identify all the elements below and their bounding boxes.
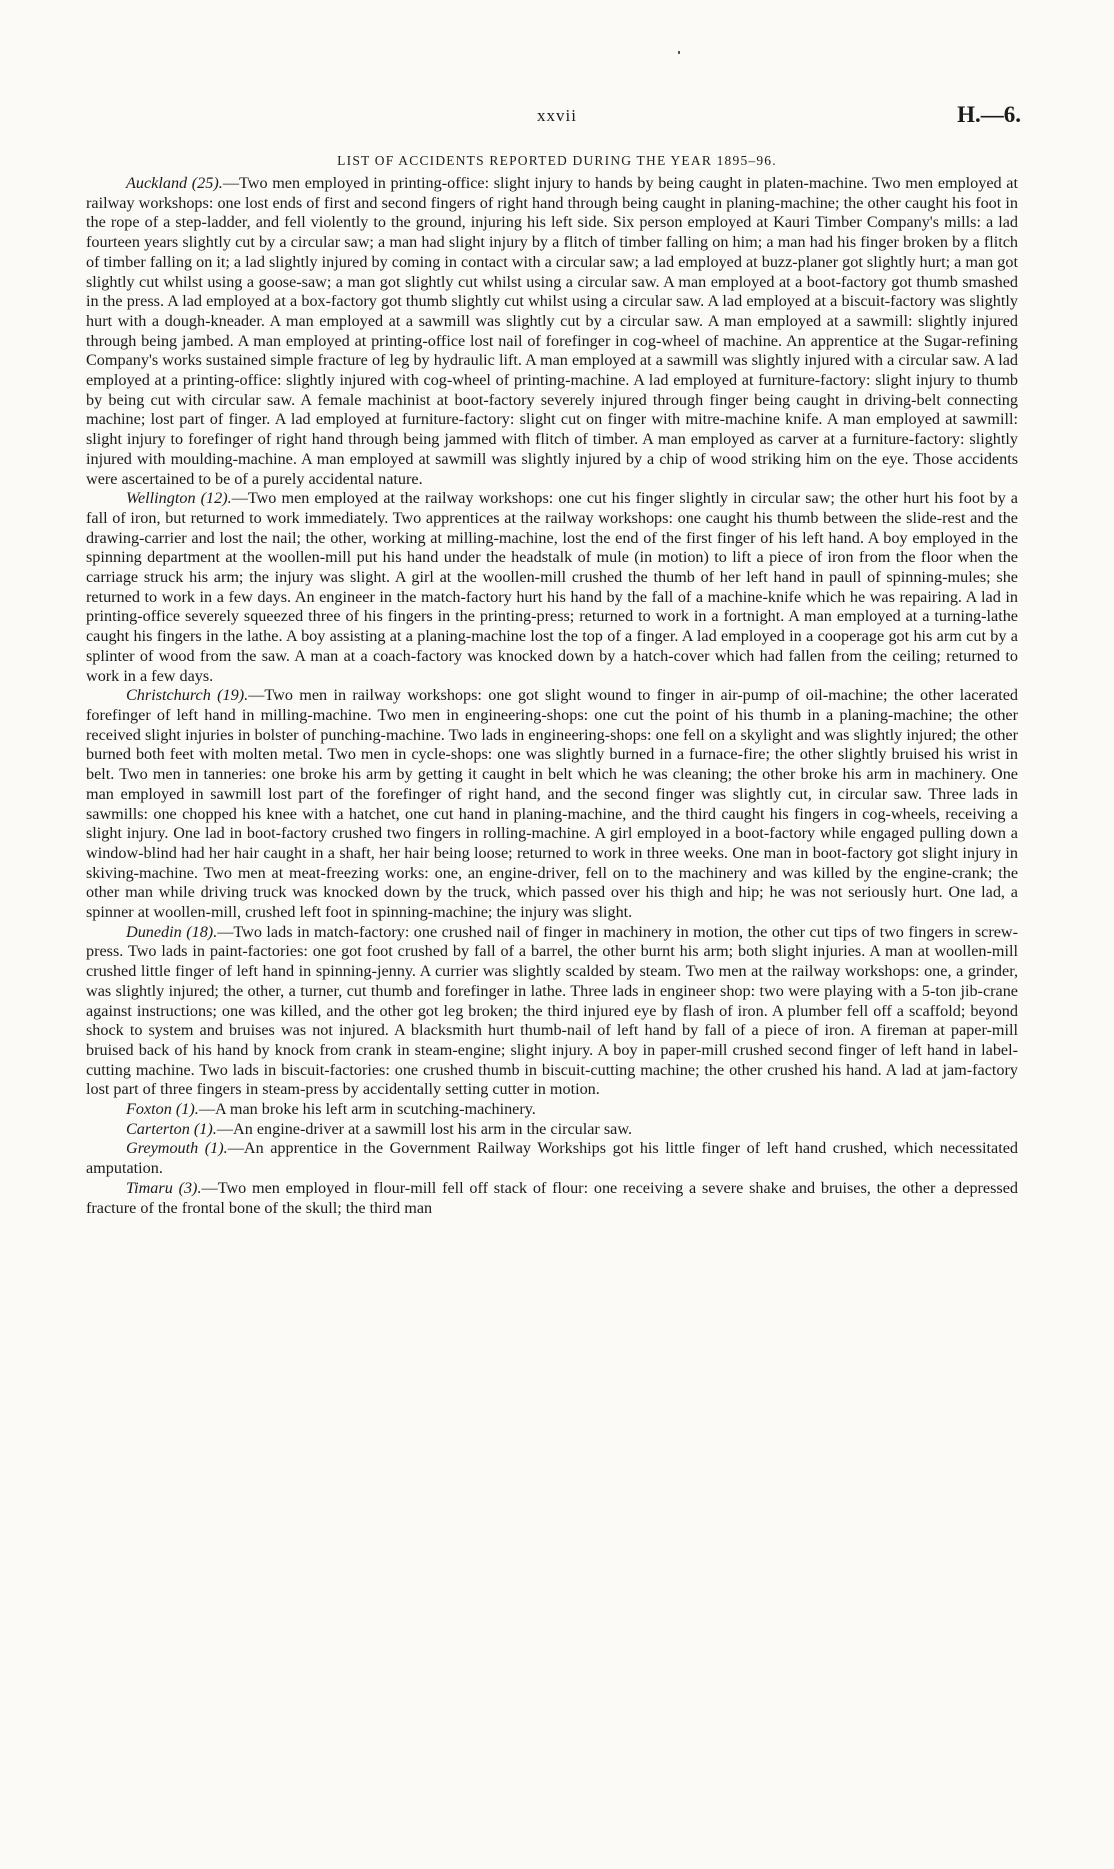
section-text: —Two men employed in flour-mill fell off stack of flour: one receiving a severe shake and bruises, the other a depressed fracture of the frontal bone of the skull; the third man (86, 1178, 1018, 1217)
page-title: LIST OF ACCIDENTS REPORTED DURING THE YEAR 1895–96. (337, 153, 777, 168)
page-header (0, 104, 1114, 134)
section-text: —Two men employed at the railway workshops: one cut his finger slightly in circular saw; the other hurt his foot by a fall of iron, but returned to work immediately. Two apprentices at the railway workshops: one caught his thumb between the slide-rest and the drawing-carrier and lost the nail; the other, working at milling-machine, lost the end of the first finger of his left hand. A boy employed in the spinning department at the woollen-mill put his hand under the headstalk of mule (in motion) to lift a piece of iron from the floor when the carriage struck his arm; the injury was slight. A girl at the woollen-mill crushed the thumb of her left hand in paull of spinning-mules; she returned to work in a few days. An engineer in the match-factory hurt his hand by the fall of a machine-knife which he was repairing. A lad in printing-office severely squeezed three of his fingers in the printing-press; returned to work in a fortnight. A man employed at a turning-lathe caught his fingers in the lathe. A boy assisting at a planing-machine lost the top of a finger. A lad employed in a cooperage got his arm cut by a splinter of wood from the saw. A man at a coach-factory was knocked down by a hatch-cover which had fallen from the ceiling; returned to work in a few days. (86, 489, 1018, 685)
section-timaru (86, 1179, 1018, 1218)
place-heading: Carterton (1). (126, 1119, 217, 1138)
section-text: —A man broke his left arm in scutching-machinery. (198, 1100, 536, 1119)
place-heading: Christchurch (19). (126, 686, 249, 705)
section-foxton (86, 1100, 1018, 1120)
section-greymouth (86, 1139, 1018, 1178)
section-carterton (86, 1120, 1018, 1140)
section-dunedin (86, 923, 1018, 1100)
place-heading: Dunedin (18). (126, 922, 218, 941)
section-christchurch (86, 686, 1018, 922)
ink-speck (678, 51, 680, 54)
section-text: —Two men in railway workshops: one got slight wound to finger in air-pump of oil-machine; the other lacerated forefinger of left hand in milling-machine. Two men in engineering-shops: one cut the point of his thumb in a planing-machine; the other received slight injuries in bolster of punching-machine. Two lads in engineering-shops: one fell on a skylight and was slightly injured; the other burned both feet with molten metal. Two men in cycle-shops: one was slightly burned in a furnace-fire; the other slightly bruised his wrist in belt. Two men in tanneries: one broke his arm by getting it caught in belt which he was cleaning; the other broke his arm in machinery. One man employed in sawmill lost part of the forefinger of right hand, and the second finger was slightly cut, in circular saw. Three lads in sawmills: one chopped his knee with a hatchet, one cut hand in planing-machine, and the third caught his fingers in cog-wheels, receiving a slight injury. One lad in boot-factory crushed two fingers in rolling-machine. A girl employed in a boot-factory while engaged pulling down a window-blind had her hair caught in a shaft, her hair being loose; returned to work in three weeks. One man in boot-factory got slight injury in skiving-machine. Two men at meat-freezing works: one, an engine-driver, fell on to the machinery and was killed by the engine-crank; the other man while driving truck was knocked down by the truck, which passed over his thigh and hip; he was not seriously hurt. One lad, a spinner at woollen-mill, crushed left foot in spinning-machine; the injury was slight. (86, 686, 1018, 922)
section-text: —An apprentice in the Government Railway Workships got his little finger of left hand crushed, which necessitated amputation. (86, 1139, 1018, 1178)
section-text: —Two men employed in printing-office: slight injury to hands by being caught in platen-machine. Two men employed at railway workshops: one lost ends of first and second fingers of right hand through being caught in planing-machine; the other caught his foot in the rope of a step-ladder, and fell violently to the ground, injuring his left side. Six person employed at Kauri Timber Company's mills: a lad fourteen years slightly cut by a circular saw; a man had slight injury by a flitch of timber falling on him; a man had his finger broken by a flitch of timber falling on it; a lad slightly injured by coming in contact with a circular saw; a lad employed at buzz-planer got slightly hurt; a man got slightly cut whilst using a goose-saw; a man got slightly cut whilst using a circular saw. A man employed at a boot-factory got thumb smashed in the press. A lad employed at a box-factory got thumb slightly cut whilst using a circular saw. A lad employed at a biscuit-factory was slightly hurt with a dough-kneader. A man employed at a sawmill was slightly cut by a circular saw. A man employed at a sawmill: slightly injured through being jambed. A man employed at printing-office lost nail of forefinger in cog-wheel of machine. An apprentice at the Sugar-refining Company's works sustained simple fracture of leg by hydraulic lift. A man employed at a sawmill was slightly injured with a circular saw. A lad employed at a printing-office: slightly injured with cog-wheel of printing-machine. A lad employed at furniture-factory: slight injury to thumb by being cut with circular saw. A female machinist at boot-factory severely injured through finger being caught in driving-belt connecting machine; lost part of finger. A lad employed at furniture-factory: slight cut on finger with mitre-machine knife. A man employed at sawmill: slight injury to forefinger of right hand through being jammed with flitch of timber. A man employed as carver at a furniture-factory: slightly injured with moulding-machine. A man employed at sawmill was slightly injured by a chip of wood striking him on the eye. Those accidents were ascertained to be of a purely accidental nature. (86, 174, 1018, 488)
section-auckland (86, 174, 1018, 489)
section-wellington (86, 489, 1018, 686)
section-text: —Two lads in match-factory: one crushed nail of finger in machinery in motion, the other cut tips of two fingers in screw-press. Two lads in paint-factories: one got foot crushed by fall of a barrel, the other burnt his arm; both slight injuries. A man at woollen-mill crushed little finger of left hand in spinning-jenny. A currier was slightly scalded by steam. Two men at the railway workshops: one, a grinder, was slightly injured; the other, a turner, cut thumb and forefinger in lathe. Three lads in engineer shop: two were playing with a 5-ton jib-crane against instructions; one was killed, and the other got leg broken; the third injured eye by flash of iron. A plumber fell off a scaffold; beyond shock to system and bruises was not injured. A blacksmith hurt thumb-nail of left hand by fall of a piece of iron. A fireman at paper-mill bruised back of his hand by knock from crank in steam-engine; slight injury. A boy in paper-mill crushed second finger of left hand in label-cutting machine. Two lads in biscuit-factories: one crushed thumb in biscuit-cutting machine; the other crushed his hand. A lad at jam-factory lost part of three fingers in steam-press by accidentally setting cutter in motion. (86, 922, 1018, 1099)
place-heading: Timaru (3). (126, 1178, 202, 1197)
place-heading: Wellington (12). (126, 489, 232, 508)
page-number: xxvii (537, 106, 577, 125)
place-heading: Greymouth (1). (126, 1139, 228, 1158)
section-text: —An engine-driver at a sawmill lost his arm in the circular saw. (216, 1119, 633, 1138)
accident-list (86, 174, 1018, 1218)
document-reference: H.—6. (957, 102, 1021, 127)
place-heading: Foxton (1). (126, 1100, 199, 1119)
place-heading: Auckland (25). (126, 174, 223, 192)
